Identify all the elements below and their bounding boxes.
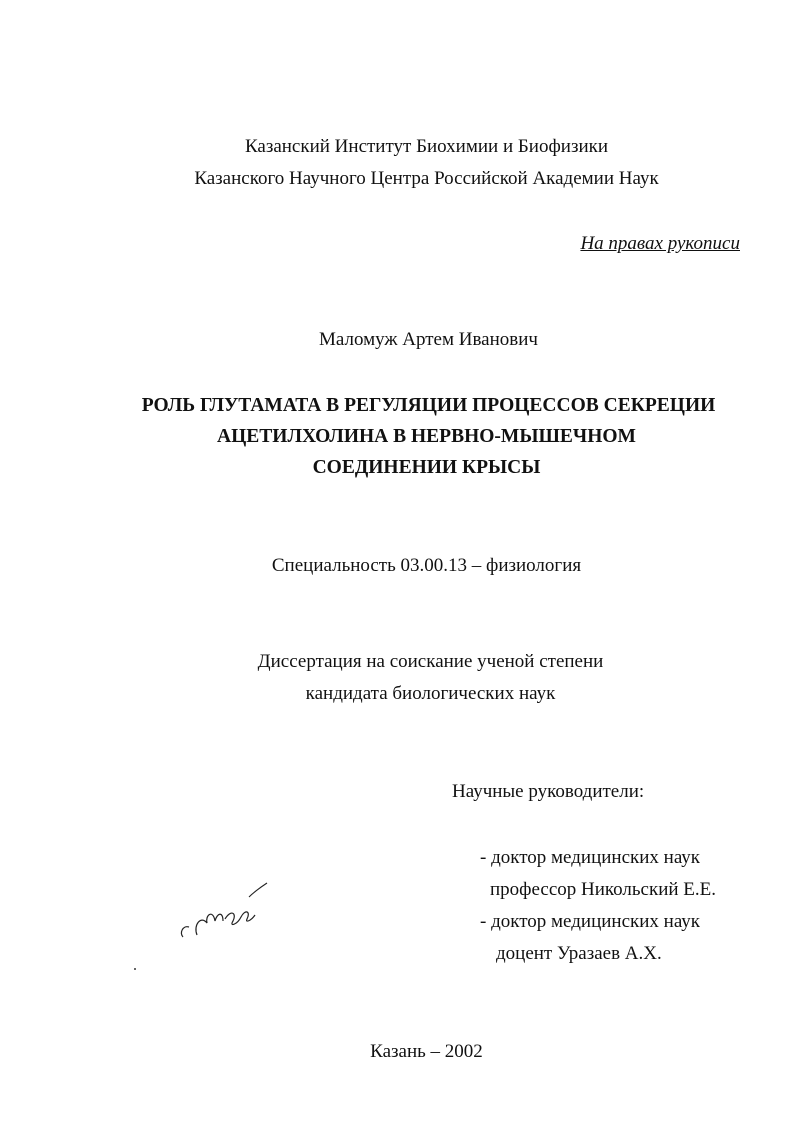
author-name: Маломуж Артем Иванович: [319, 329, 538, 350]
title-line-3: СОЕДИНЕНИИ КРЫСЫ: [312, 457, 541, 478]
dissertation-line-2: кандидата биологических наук: [305, 683, 556, 704]
dissertation-line-1: Диссертация на соискание ученой степени: [257, 651, 604, 672]
scan-speck: [134, 968, 136, 970]
supervisor-line-2: профессор Никольский Е.Е.: [490, 879, 717, 900]
specialty: Специальность 03.00.13 – физиология: [271, 555, 582, 576]
city-year: Казань – 2002: [370, 1041, 483, 1062]
supervisor-line-4: доцент Уразаев А.Х.: [496, 943, 662, 964]
title-line-1: РОЛЬ ГЛУТАМАТА В РЕГУЛЯЦИИ ПРОЦЕССОВ СЕКРЕЦИИ: [141, 395, 716, 416]
handwritten-signature: [175, 875, 275, 955]
institute-line-2: Казанского Научного Центра Российской Академии Наук: [194, 168, 659, 189]
title-line-2: АЦЕТИЛХОЛИНА В НЕРВНО-МЫШЕЧНОМ: [217, 426, 636, 447]
supervisors-heading: Научные руководители:: [452, 781, 645, 802]
institute-line-1: Казанский Институт Биохимии и Биофизики: [244, 136, 609, 157]
rights-notice: На правах рукописи: [580, 233, 740, 254]
supervisor-line-1: - доктор медицинских наук: [480, 847, 701, 868]
supervisor-line-3: - доктор медицинских наук: [480, 911, 701, 932]
